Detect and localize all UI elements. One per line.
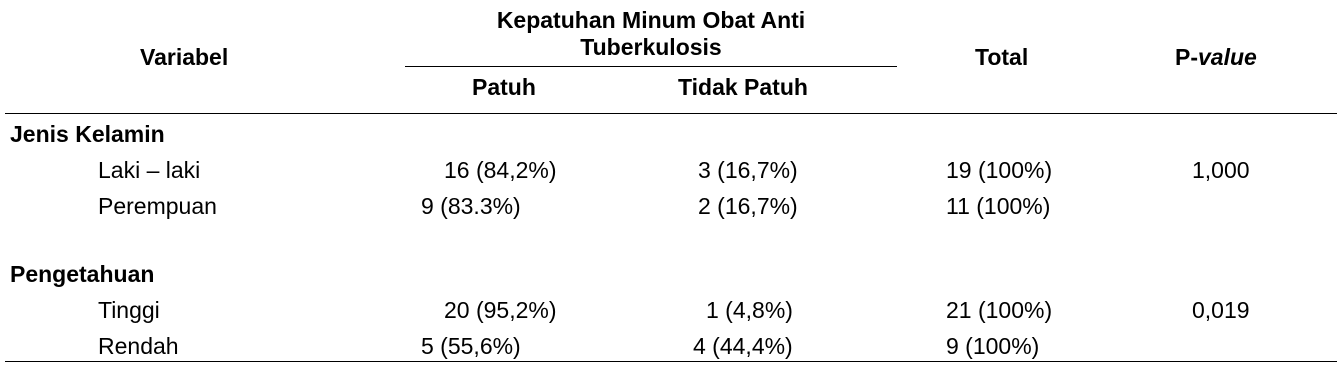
cell-tidak-patuh: 1 (4,8%) (706, 297, 793, 323)
cell-tidak-patuh: 4 (44,4%) (693, 333, 793, 359)
header-group-line1: Kepatuhan Minum Obat Anti (496, 7, 806, 33)
row-label: Laki – laki (98, 157, 201, 183)
cell-patuh: 5 (55,6%) (421, 333, 521, 359)
cell-tidak-patuh: 2 (16,7%) (698, 193, 798, 219)
cell-pvalue: 1,000 (1192, 157, 1250, 183)
section-title: Jenis Kelamin (10, 121, 165, 147)
header-group-line2: Tuberkulosis (580, 34, 722, 60)
cell-total: 21 (100%) (946, 297, 1053, 323)
cell-patuh: 9 (83.3%) (421, 193, 521, 219)
header-patuh: Patuh (472, 74, 536, 100)
cell-tidak-patuh: 3 (16,7%) (698, 157, 798, 183)
section-title: Pengetahuan (10, 261, 155, 287)
cell-total: 11 (100%) (946, 193, 1051, 219)
header-bottom-rule (5, 113, 1337, 114)
header-total: Total (975, 44, 1029, 70)
table-bottom-rule (5, 361, 1337, 362)
cell-pvalue: 0,019 (1192, 297, 1250, 323)
row-label: Perempuan (98, 193, 217, 219)
header-pvalue: P-value (1175, 44, 1257, 70)
row-label: Tinggi (98, 297, 160, 323)
cell-total: 9 (100%) (946, 333, 1040, 359)
cell-patuh: 20 (95,2%) (444, 297, 557, 323)
header-tidak-patuh: Tidak Patuh (678, 74, 808, 100)
header-variabel: Variabel (140, 44, 229, 70)
cell-total: 19 (100%) (946, 157, 1053, 183)
row-label: Rendah (98, 333, 179, 359)
header-group-underline (405, 66, 897, 67)
cell-patuh: 16 (84,2%) (444, 157, 557, 183)
